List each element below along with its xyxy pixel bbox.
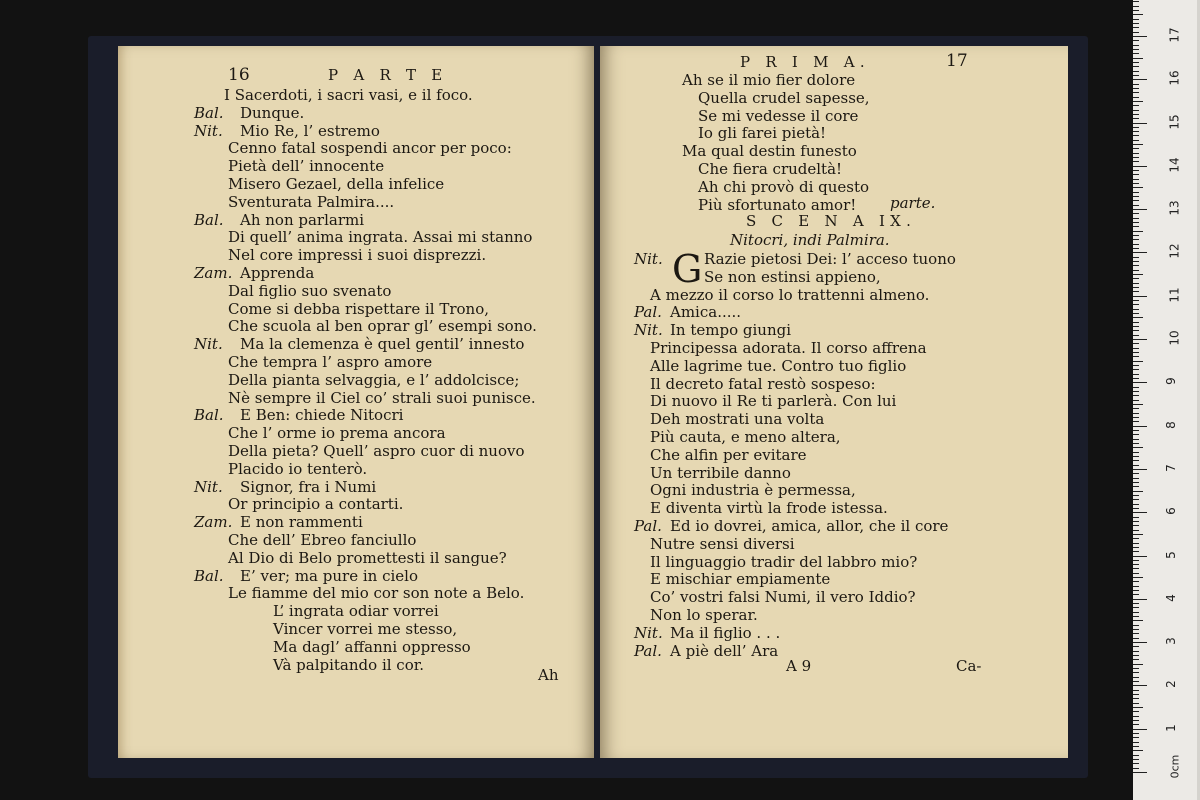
text-line: Che l’ orme io prema ancora: [228, 424, 446, 443]
text-line: E diventa virtù la frode istessa.: [650, 499, 888, 518]
ruler-number: 13: [1167, 200, 1182, 216]
speaker-label: Nit.: [634, 321, 663, 340]
speaker-label: Zam.: [194, 513, 233, 532]
page-number-right: 17: [946, 51, 968, 71]
text-line: Apprenda: [240, 264, 315, 282]
ruler-number: 8: [1163, 420, 1178, 429]
text-line: Mio Re, l’ estremo: [240, 121, 380, 140]
speaker-label: Nit.: [194, 121, 223, 140]
text-line: Al Dio di Belo promettesti il sangue?: [228, 548, 507, 567]
aria-line: Ah chi provò di questo: [698, 177, 870, 196]
speaker-label: Bal.: [194, 103, 224, 122]
signature-mark: A 9: [786, 657, 812, 675]
text-line: Nè sempre il Ciel co’ strali suoi punisce.: [228, 388, 536, 407]
speaker-label: Nit.: [634, 623, 663, 642]
aria-line: Più sfortunato amor!: [698, 195, 857, 214]
text-line: Ed io dovrei, amica, allor, che il core: [670, 517, 949, 535]
catchword-left: Ah: [538, 666, 559, 684]
text-line: Principessa adorata. Il corso affrena: [650, 339, 927, 357]
text-line: Che tempra l’ aspro amore: [228, 353, 433, 371]
text-line: Razie pietosi Dei: l’ acceso tuono: [704, 250, 956, 268]
text-line: Signor, fra i Numi: [240, 477, 377, 496]
exit-note: parte.: [890, 194, 936, 212]
ruler-number: 15: [1167, 113, 1182, 130]
text-line: In tempo giungi: [670, 321, 792, 340]
speaker-label: Bal.: [194, 566, 224, 585]
text-line: L’ ingrata odiar vorrei: [273, 602, 439, 621]
text-line: Il decreto fatal restò sospeso:: [650, 374, 876, 393]
running-head-right: P R I M A.: [740, 53, 870, 71]
text-line: Pietà dell’ innocente: [228, 157, 385, 176]
measuring-ruler: [1133, 0, 1200, 800]
text-line: Amica.....: [670, 303, 742, 322]
text-line: Che scuola al ben oprar gl’ esempi sono.: [228, 317, 537, 336]
speaker-label: Nit.: [194, 477, 223, 496]
ruler-number: 14: [1167, 157, 1182, 173]
catchword-right: Ca-: [956, 657, 982, 675]
text-line: Un terribile danno: [650, 463, 791, 482]
text-line: E’ ver; ma pure in cielo: [240, 566, 418, 585]
text-line: Và palpitando il cor.: [273, 655, 425, 674]
text-line: Più cauta, e meno altera,: [650, 428, 841, 446]
speaker-label: Bal.: [194, 406, 224, 425]
text-line: Alle lagrime tue. Contro tuo figlio: [650, 356, 907, 375]
speaker-label: Bal.: [194, 210, 224, 229]
ruler-number: 1: [1163, 723, 1178, 732]
ruler-number: 6: [1163, 507, 1178, 516]
text-line: Dal figlio suo svenato: [228, 281, 392, 300]
aria-line: Se mi vedesse il core: [698, 106, 859, 125]
text-line: Le fiamme del mio cor son note a Belo.: [228, 584, 525, 603]
ruler-number: 4: [1163, 593, 1178, 602]
text-line: Co’ vostri falsi Numi, il vero Iddio?: [650, 588, 916, 607]
running-head-left: P A R T E: [328, 66, 448, 84]
speaker-label: Pal.: [634, 641, 662, 660]
drop-cap: G: [672, 247, 703, 291]
ruler-number: 2: [1163, 680, 1178, 689]
left-page: [118, 46, 594, 758]
text-line: Nutre sensi diversi: [650, 534, 795, 553]
text-line: Ma il figlio . . .: [670, 623, 781, 642]
text-line: Misero Gezael, della infelice: [228, 175, 445, 193]
text-line: Dunque.: [240, 103, 305, 122]
text-line: Ah non parlarmi: [240, 210, 365, 229]
text-line: Deh mostrati una volta: [650, 410, 825, 429]
text-line: E Ben: chiede Nitocri: [240, 406, 404, 425]
ruler-unit: 0cm: [1168, 754, 1182, 779]
speaker-label: Zam.: [194, 264, 233, 282]
text-line: Non lo sperar.: [650, 606, 758, 624]
ruler-number: 16: [1167, 70, 1182, 86]
text-line: Che alfin per evitare: [650, 445, 807, 464]
text-line: Il linguaggio tradir del labbro mio?: [650, 552, 918, 571]
text-line: Se non estinsi appieno,: [704, 267, 881, 286]
ruler-number: 11: [1167, 287, 1182, 303]
aria-line: Ma qual destin funesto: [682, 142, 857, 161]
text-line: Ma la clemenza è quel gentil’ innesto: [240, 335, 525, 354]
ruler-number: 10: [1167, 330, 1182, 346]
ruler-number: 3: [1163, 637, 1178, 645]
speaker-label: Nit.: [194, 335, 223, 354]
text-line: Di quell’ anima ingrata. Assai mi stanno: [228, 228, 533, 247]
text-line: Sventurata Palmira....: [228, 192, 395, 211]
text-line: Ogni industria è permessa,: [650, 481, 856, 500]
aria-line: Ah se il mio fier dolore: [682, 71, 856, 89]
text-line: A piè dell’ Ara: [670, 641, 779, 660]
aria-line: Che fiera crudeltà!: [698, 160, 843, 178]
ruler-number: 12: [1167, 243, 1182, 260]
text-line: I Sacerdoti, i sacri vasi, e il foco.: [224, 86, 473, 104]
text-line: Or principio a contarti.: [228, 495, 404, 514]
text-line: Vincer vorrei me stesso,: [273, 620, 458, 638]
text-line: E mischiar empiamente: [650, 570, 831, 589]
text-line: Della pieta? Quell’ aspro cuor di nuovo: [228, 442, 525, 460]
text-line: Che dell’ Ebreo fanciullo: [228, 531, 417, 549]
text-line: E non rammenti: [240, 513, 363, 532]
text-line: Nel core impressi i suoi disprezzi.: [228, 246, 487, 265]
speaker-label: Pal.: [634, 517, 662, 535]
text-line: Di nuovo il Re ti parlerà. Con lui: [650, 392, 897, 411]
text-line: A mezzo il corso lo trattenni almeno.: [650, 285, 930, 304]
text-line: Come si debba rispettare il Trono,: [228, 299, 490, 318]
text-line: Placido io tenterò.: [228, 459, 368, 478]
right-page: [600, 46, 1068, 758]
text-line: Cenno fatal sospendi ancor per poco:: [228, 139, 512, 158]
ruler-number: 7: [1163, 464, 1178, 472]
speaker-label: Pal.: [634, 303, 662, 322]
aria-line: Quella crudel sapesse,: [698, 88, 870, 107]
scene-characters: Nitocri, indi Palmira.: [730, 231, 890, 249]
ruler-number: 5: [1163, 550, 1178, 559]
speaker-label: Nit.: [634, 250, 663, 268]
scene-title: S C E N A IX.: [746, 212, 917, 230]
aria-line: Io gli farei pietà!: [698, 124, 827, 143]
text-line: Della pianta selvaggia, e l’ addolcisce;: [228, 370, 520, 389]
ruler-number: 17: [1167, 27, 1182, 43]
page-number-left: 16: [228, 65, 250, 85]
ruler-number: 9: [1163, 377, 1178, 386]
text-line: Ma dagl’ affanni oppresso: [273, 637, 471, 656]
